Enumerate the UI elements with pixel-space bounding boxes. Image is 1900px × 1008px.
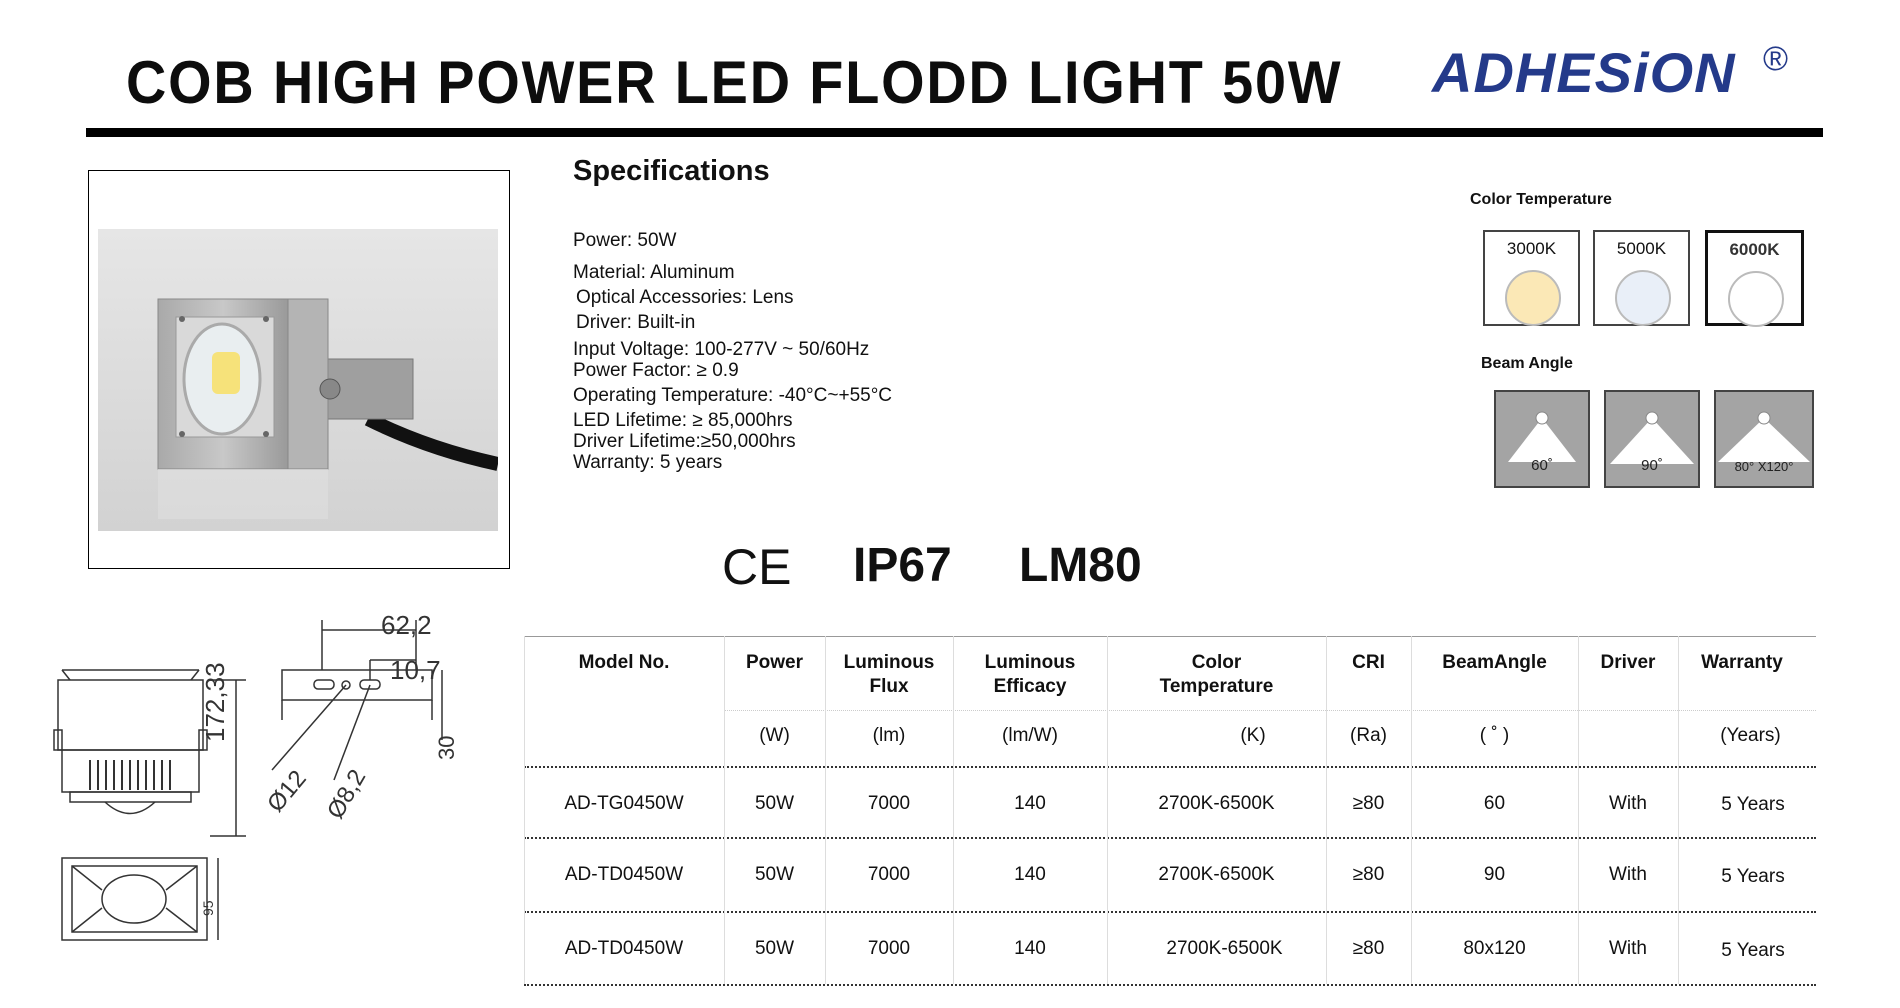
cell-model: AD-TD0450W bbox=[564, 864, 684, 885]
cell-model: AD-TG0450W bbox=[564, 793, 684, 814]
spec-optics: Optical Accessories: Lens bbox=[576, 287, 794, 308]
col-header-cri: CRI bbox=[1352, 652, 1385, 673]
unit-cri: (Ra) bbox=[1350, 725, 1387, 746]
cell-beam-angle: 80x120 bbox=[1463, 938, 1526, 959]
table-bottom-rule bbox=[524, 984, 1816, 986]
cell-efficacy: 140 bbox=[1014, 793, 1046, 814]
cell-power: 50W bbox=[754, 938, 795, 959]
product-photo bbox=[98, 229, 498, 531]
spec-driver: Driver: Built-in bbox=[576, 312, 696, 333]
dim-width: 62,2 bbox=[381, 610, 432, 640]
cell-color-temperature: 2700K-6500K bbox=[1158, 864, 1275, 885]
unit-power: (W) bbox=[759, 725, 790, 746]
beam-angle-80x120 bbox=[1714, 390, 1814, 488]
color-temp-5000k bbox=[1593, 230, 1690, 326]
beam-angle-60 bbox=[1494, 390, 1590, 488]
spec-operating-temperature: Operating Temperature: -40°C~+55°C bbox=[573, 385, 893, 406]
unit-efficacy: (lm/W) bbox=[1002, 725, 1058, 746]
warm-light-swatch bbox=[1505, 270, 1561, 326]
dim-height: 172,33 bbox=[200, 662, 230, 742]
cell-driver: With bbox=[1609, 938, 1647, 959]
col-header-beam-angle: BeamAngle bbox=[1442, 652, 1547, 673]
cell-driver: With bbox=[1609, 793, 1647, 814]
beam-angle-value: 80° X120° bbox=[1734, 459, 1794, 474]
page-title: COB HIGH POWER LED FLODD LIGHT 50W bbox=[126, 49, 1343, 116]
col-header-luminous-efficacy: Luminous Efficacy bbox=[984, 652, 1076, 697]
col-header-color-temperature: Color Temperature bbox=[1159, 652, 1274, 697]
cell-efficacy: 140 bbox=[1014, 864, 1046, 885]
color-temperature-label: Color Temperature bbox=[1470, 191, 1612, 208]
dim-hole-small: Ø8,2 bbox=[322, 764, 372, 824]
spec-input-voltage: Input Voltage: 100-277V ~ 50/60Hz bbox=[573, 339, 870, 360]
beam-angle-90 bbox=[1604, 390, 1700, 488]
spec-led-lifetime: LED Lifetime: ≥ 85,000hrs bbox=[573, 410, 793, 431]
table-unit-rule bbox=[725, 710, 1816, 711]
header-divider bbox=[86, 128, 1823, 137]
spec-driver-lifetime: Driver Lifetime:≥50,000hrs bbox=[573, 431, 796, 452]
dim-hole-large: Ø12 bbox=[262, 765, 312, 818]
cell-driver: With bbox=[1609, 864, 1647, 885]
dim-base-width: 95 bbox=[200, 900, 216, 916]
beam-angle-value: 90˚ bbox=[1641, 457, 1663, 474]
col-header-driver: Driver bbox=[1600, 652, 1656, 673]
color-temp-label: 6000K bbox=[1729, 240, 1780, 259]
cell-cri: ≥80 bbox=[1352, 938, 1385, 959]
table-top-rule bbox=[524, 636, 1816, 637]
beam-angle-label: Beam Angle bbox=[1481, 355, 1573, 372]
cell-flux: 7000 bbox=[867, 864, 911, 885]
spec-power-factor: Power Factor: ≥ 0.9 bbox=[573, 360, 739, 381]
color-temp-label: 5000K bbox=[1616, 239, 1667, 258]
spec-warranty: Warranty: 5 years bbox=[573, 452, 723, 473]
cell-efficacy: 140 bbox=[1014, 938, 1046, 959]
dim-offset: 10,7 bbox=[390, 655, 441, 685]
cell-warranty: 5 Years bbox=[1721, 866, 1785, 887]
registered-mark: ® bbox=[1763, 40, 1789, 78]
table-row-rule bbox=[524, 911, 1816, 913]
spec-power: Power: 50W bbox=[573, 230, 677, 251]
cool-light-swatch bbox=[1728, 271, 1784, 327]
neutral-light-swatch bbox=[1615, 270, 1671, 326]
cell-warranty: 5 Years bbox=[1721, 794, 1785, 815]
color-temp-6000k bbox=[1705, 230, 1804, 326]
col-header-luminous-flux: Luminous Flux bbox=[843, 652, 935, 697]
brand-logo: ADHESiON bbox=[1432, 41, 1736, 104]
cell-model: AD-TD0450W bbox=[564, 938, 684, 959]
ce-mark: CE bbox=[722, 539, 792, 595]
spec-material: Material: Aluminum bbox=[573, 262, 735, 283]
cell-power: 50W bbox=[754, 864, 795, 885]
unit-warranty: (Years) bbox=[1720, 725, 1781, 746]
ip67-mark: IP67 bbox=[853, 539, 952, 592]
unit-flux: (lm) bbox=[872, 725, 906, 746]
table-row-rule bbox=[524, 837, 1816, 839]
dim-depth: 30 bbox=[434, 735, 459, 760]
beam-angle-value: 60˚ bbox=[1531, 457, 1553, 474]
cell-color-temperature: 2700K-6500K bbox=[1158, 793, 1275, 814]
lm80-mark: LM80 bbox=[1019, 539, 1142, 592]
cell-color-temperature: 2700K-6500K bbox=[1166, 938, 1283, 959]
unit-temperature: (K) bbox=[1240, 725, 1266, 746]
col-header-warranty: Warranty bbox=[1701, 652, 1783, 673]
color-temp-label: 3000K bbox=[1506, 239, 1557, 258]
cell-power: 50W bbox=[754, 793, 795, 814]
col-header-model: Model No. bbox=[578, 652, 670, 673]
col-header-power: Power bbox=[745, 652, 804, 673]
cell-cri: ≥80 bbox=[1352, 793, 1385, 814]
cell-beam-angle: 90 bbox=[1483, 864, 1506, 885]
cell-flux: 7000 bbox=[867, 938, 911, 959]
table-header-rule bbox=[524, 766, 1816, 768]
color-temp-3000k bbox=[1483, 230, 1580, 326]
cell-flux: 7000 bbox=[867, 793, 911, 814]
cell-warranty: 5 Years bbox=[1721, 940, 1785, 961]
specifications-heading: Specifications bbox=[573, 155, 770, 187]
unit-beam-angle: ( ˚ ) bbox=[1479, 725, 1510, 746]
cell-beam-angle: 60 bbox=[1483, 793, 1506, 814]
cell-cri: ≥80 bbox=[1352, 864, 1385, 885]
